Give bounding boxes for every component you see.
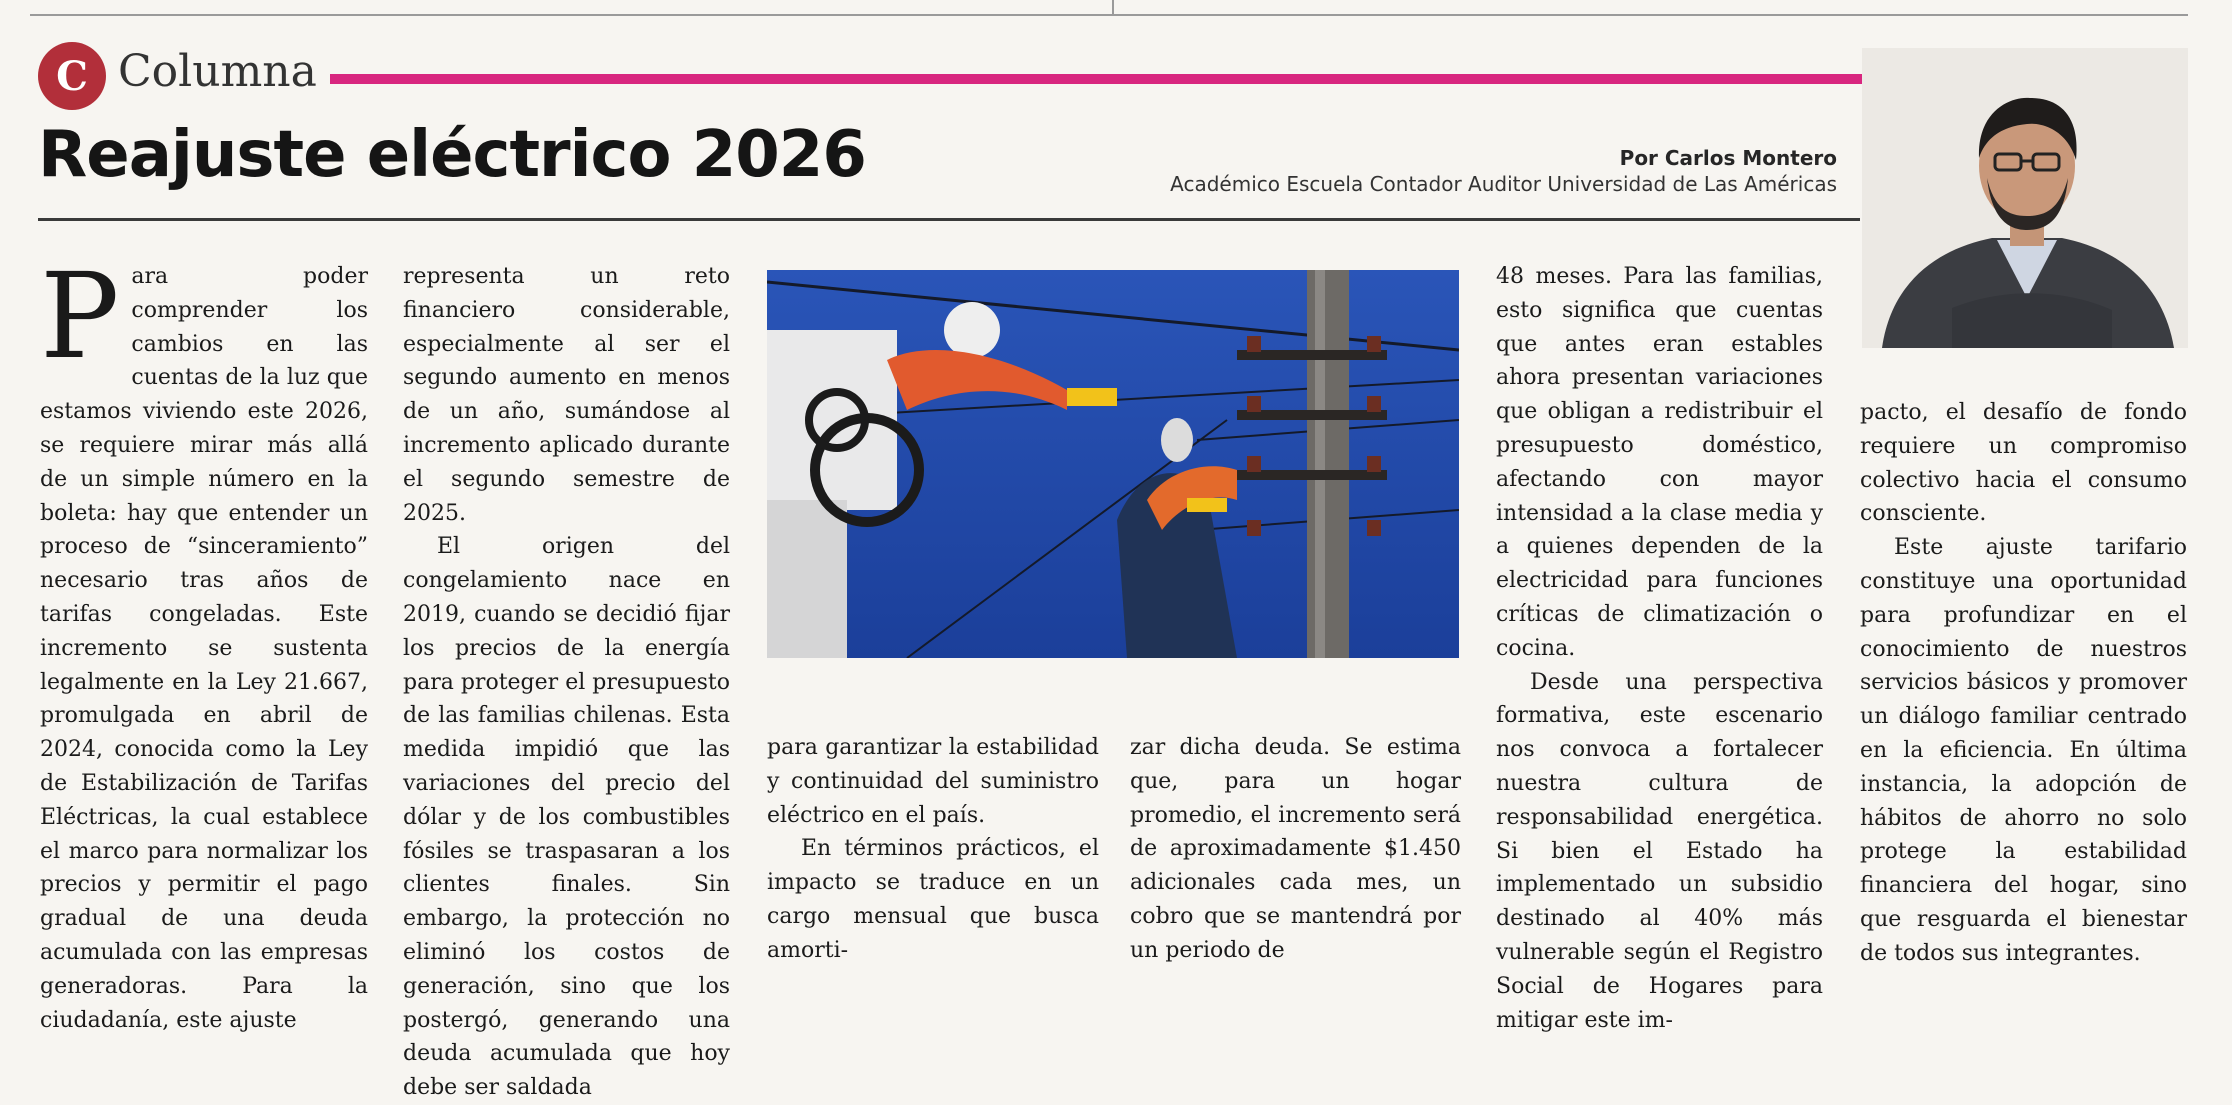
article-column-2 — [403, 260, 730, 1105]
section-badge: C — [38, 42, 106, 110]
paragraph: ara poder comprender los cambios en las cuentas de la luz que estamos viviendo este 2026, se requiere mirar más allá de un simple número en la boleta: hay que entender un proceso de “sinceramiento” necesario tras años de tarifas congeladas. Este incremento se sustenta legalmente en la Ley 21.667, promulgada en abril de 2024, conocida como la Ley de Estabilización de Tarifas Eléctricas, la cual establece el marco para normalizar los precios y permitir el pago gradual de una deuda acumulada con las empresas generadoras. Para la ciudadanía, este ajuste — [40, 264, 368, 1033]
paragraph: para garantizar la estabilidad y continuidad del suministro eléctrico en el país. — [767, 735, 1099, 828]
paragraph: zar dicha deuda. Se estima que, para un hogar promedio, el incremento será de aproximadamente $1.450 adicionales cada mes, un cobro que se mantendrá por un periodo de — [1130, 735, 1461, 963]
paragraph: Desde una perspectiva formativa, este escenario nos convoca a fortalecer nuestra cultura de responsabilidad energética. Si bien el Estado ha implementado un subsidio destinado al 40% más vulnerable según el Registro Social de Hogares para mitigar este im- — [1496, 669, 1823, 1033]
paragraph: El origen del congelamiento nace en 2019, cuando se decidió fijar los precios de la energía para proteger el presupuesto de las familias chilenas. Esta medida impidió que las variaciones del precio del dólar y de los combustibles fósiles se traspasaran a los clientes finales. Sin embargo, la protección no eliminó los costos de generación, sino que los postergó, generando una deuda acumulada que hoy debe ser saldada — [403, 534, 730, 1101]
author-role: Académico Escuela Contador Auditor Universidad de Las Américas — [1170, 172, 1837, 196]
paragraph: representa un reto financiero considerable, especialmente al ser el segundo aumento en menos de un año, sumándose al incremento aplicado durante el segundo semestre de 2025. — [403, 264, 730, 526]
article-column-6 — [1860, 396, 2187, 971]
article-column-4 — [1130, 731, 1461, 968]
headline-rule — [38, 218, 1860, 221]
top-rule-left — [30, 14, 1112, 16]
headline: Reajuste eléctrico 2026 — [38, 118, 866, 192]
top-rule-right — [1114, 14, 2188, 16]
drop-cap: P — [40, 247, 120, 385]
article-column-5 — [1496, 260, 1823, 1037]
author-portrait — [1862, 48, 2188, 348]
byline — [1170, 146, 1837, 196]
paragraph: 48 meses. Para las familias, esto significa que cuentas que antes eran estables ahora presentan variaciones que obligan a redistribuir el presupuesto doméstico, afectando con mayor intensidad a la clase media y a quienes dependen de la electricidad para funciones críticas de climatización o cocina. — [1496, 264, 1823, 661]
paragraph: Este ajuste tarifario constituye una oportunidad para profundizar en el conocimiento de nuestros servicios básicos y promover un diálogo familiar centrado en la eficiencia. En última instancia, la adopción de hábitos de ahorro no solo protege la estabilidad financiera del hogar, sino que resguarda el bienestar de todos sus integrantes. — [1860, 535, 2187, 966]
article-photo — [767, 270, 1459, 658]
article-column-3 — [767, 731, 1099, 968]
article-column-1 — [40, 247, 368, 1037]
paragraph: pacto, el desafío de fondo requiere un compromiso colectivo hacia el consumo consciente. — [1860, 400, 2187, 527]
section-label: Columna — [118, 46, 317, 97]
section-accent-bar — [330, 74, 1862, 84]
author-name: Por Carlos Montero — [1619, 146, 1837, 170]
paragraph: En términos prácticos, el impacto se traduce en un cargo mensual que busca amorti- — [767, 836, 1099, 963]
